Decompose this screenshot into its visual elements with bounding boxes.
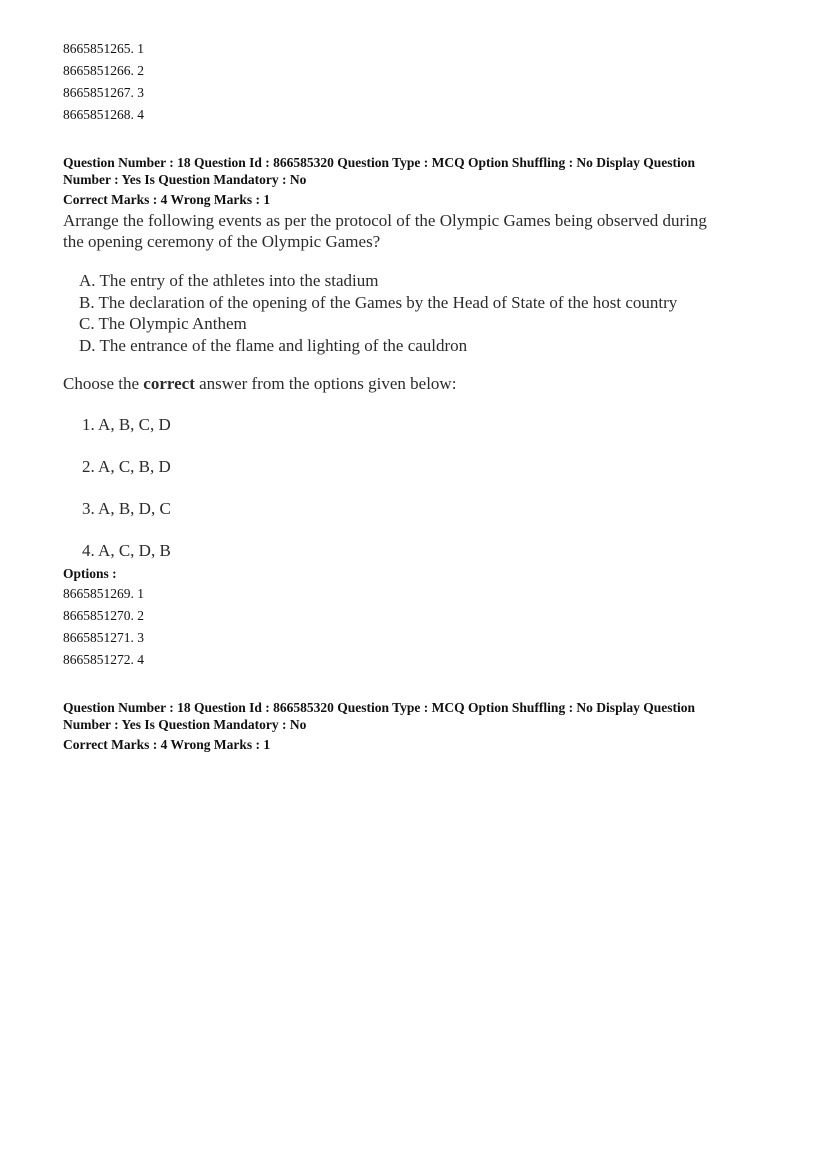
- question-meta-line: Number : Yes Is Question Mandatory : No: [63, 172, 307, 187]
- choose-prefix: Choose the: [63, 374, 144, 393]
- question-meta: [63, 154, 783, 208]
- question-meta-line: Question Number : 18 Question Id : 866585320 Question Type : MCQ Option Shuffling : No Display Question: [63, 155, 695, 170]
- event-item: C. The Olympic Anthem: [79, 314, 247, 333]
- question-text: [63, 210, 707, 252]
- options-label: Options :: [63, 566, 117, 581]
- option-id: 8665851267. 3: [63, 85, 144, 100]
- answer-choice: 3. A, B, D, C: [82, 499, 171, 518]
- answer-choice: 1. A, B, C, D: [82, 415, 171, 434]
- question-meta-line: Number : Yes Is Question Mandatory : No: [63, 717, 307, 732]
- previous-options-list: [63, 38, 144, 126]
- option-id: 8665851270. 2: [63, 608, 144, 623]
- marks-line: Correct Marks : 4 Wrong Marks : 1: [63, 192, 271, 207]
- answer-choice: 4. A, C, D, B: [82, 541, 171, 560]
- question-meta-line: Question Number : 18 Question Id : 866585320 Question Type : MCQ Option Shuffling : No Display Question: [63, 700, 695, 715]
- next-question-meta: [63, 699, 783, 753]
- option-id: 8665851268. 4: [63, 107, 144, 122]
- event-item: B. The declaration of the opening of the Games by the Head of State of the host country: [79, 292, 678, 312]
- answer-choice: 2. A, C, B, D: [82, 457, 171, 476]
- choose-bold: correct: [143, 374, 195, 393]
- choose-suffix: answer from the options given below:: [194, 374, 457, 393]
- question-line: Arrange the following events as per the protocol of the Olympic Games being observed during: [63, 211, 707, 230]
- option-id: 8665851271. 3: [63, 630, 144, 645]
- event-item: A. The entry of the athletes into the stadium: [79, 271, 379, 290]
- marks-line: Correct Marks : 4 Wrong Marks : 1: [63, 737, 271, 752]
- option-id: 8665851269. 1: [63, 586, 144, 601]
- option-id: 8665851265. 1: [63, 41, 144, 56]
- option-ids-list: [63, 583, 144, 671]
- event-item: D. The entrance of the flame and lighting of the cauldron: [79, 335, 468, 355]
- option-id: 8665851266. 2: [63, 63, 144, 78]
- answer-choices: [82, 415, 171, 561]
- question-line: the opening ceremony of the Olympic Games?: [63, 232, 381, 251]
- option-id: 8665851272. 4: [63, 652, 144, 667]
- events-list: [79, 270, 677, 356]
- choose-instruction: [63, 374, 456, 394]
